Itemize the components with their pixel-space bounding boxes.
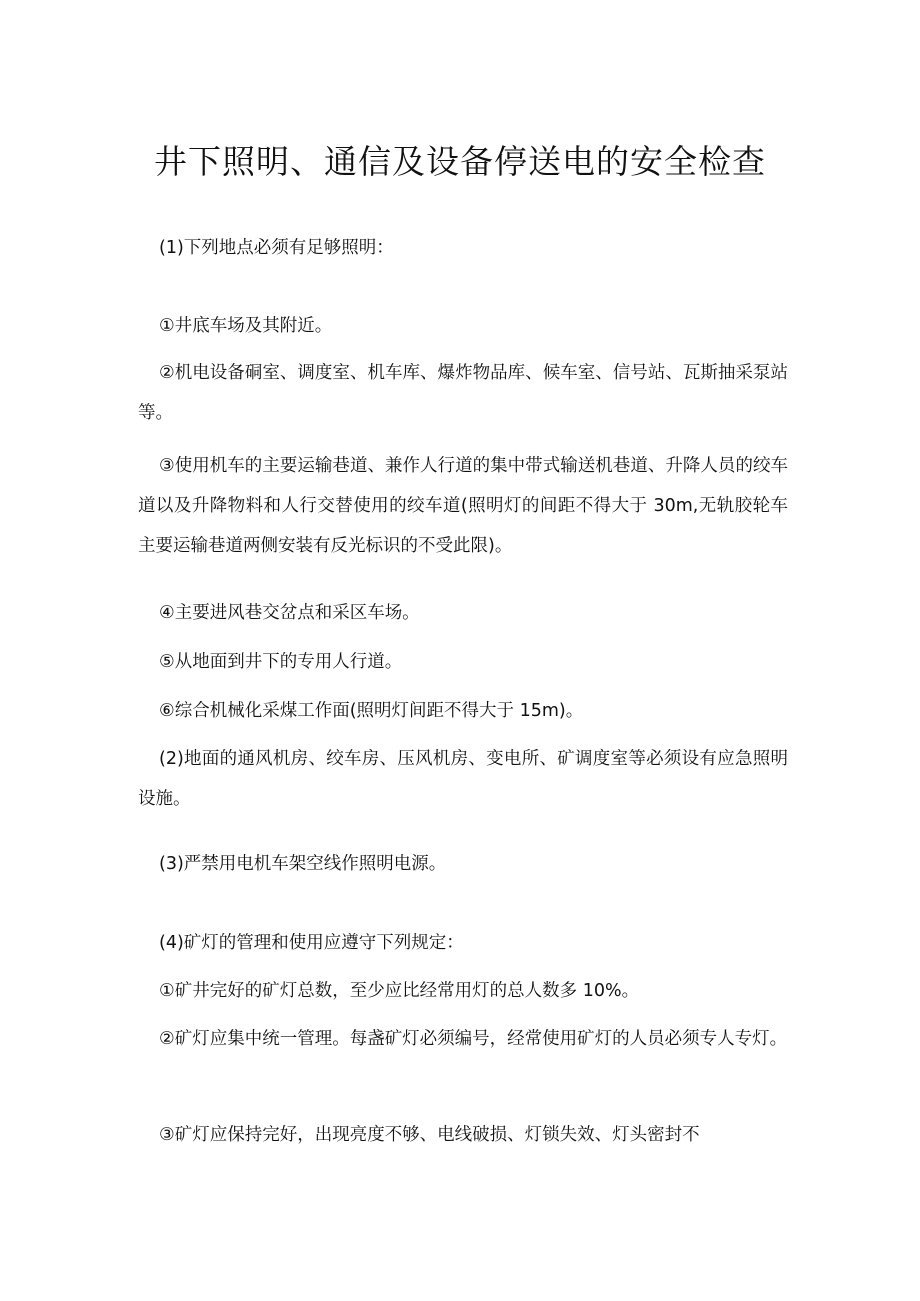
paragraph-item-3: ③使用机车的主要运输巷道、兼作人行道的集中带式输送机巷道、升降人员的绞车道以及升降物料和人行交替使用的绞车道(照明灯的间距不得大于 30m,无轨胶轮车主要运输巷道两侧安装有反光标识的不受此限)。: [138, 456, 788, 556]
paragraph-lamp-rule-3: ③矿灯应保持完好，出现亮度不够、电线破损、灯锁失效、灯头密封不: [159, 1125, 700, 1145]
paragraph-item-1: ①井底车场及其附近。: [159, 316, 333, 336]
paragraph-overhead-line-ban: (3)严禁用电机车架空线作照明电源。: [159, 854, 447, 874]
paragraph-lighting-locations-intro: (1)下列地点必须有足够照明：: [159, 238, 394, 258]
paragraph-lamp-rule-1: ①矿井完好的矿灯总数，至少应比经常用灯的总人数多 10%。: [159, 981, 640, 1001]
paragraph-item-6: ⑥综合机械化采煤工作面(照明灯间距不得大于 15m)。: [159, 701, 584, 721]
document-title: 井下照明、通信及设备停送电的安全检查: [154, 142, 766, 181]
paragraph-mine-lamp-rules-intro: (4)矿灯的管理和使用应遵守下列规定：: [159, 933, 464, 953]
paragraph-emergency-lighting: (2)地面的通风机房、绞车房、压风机房、变电所、矿调度室等必须设有应急照明设施。: [138, 749, 788, 809]
paragraph-item-2: ②机电设备硐室、调度室、机车库、爆炸物品库、候车室、信号站、瓦斯抽采泵站等。: [138, 363, 788, 423]
paragraph-item-4: ④主要进风巷交岔点和采区车场。: [159, 603, 420, 623]
paragraph-lamp-rule-2: ②矿灯应集中统一管理。每盏矿灯必须编号，经常使用矿灯的人员必须专人专灯。: [159, 1029, 788, 1049]
paragraph-item-5: ⑤从地面到井下的专用人行道。: [159, 652, 403, 672]
